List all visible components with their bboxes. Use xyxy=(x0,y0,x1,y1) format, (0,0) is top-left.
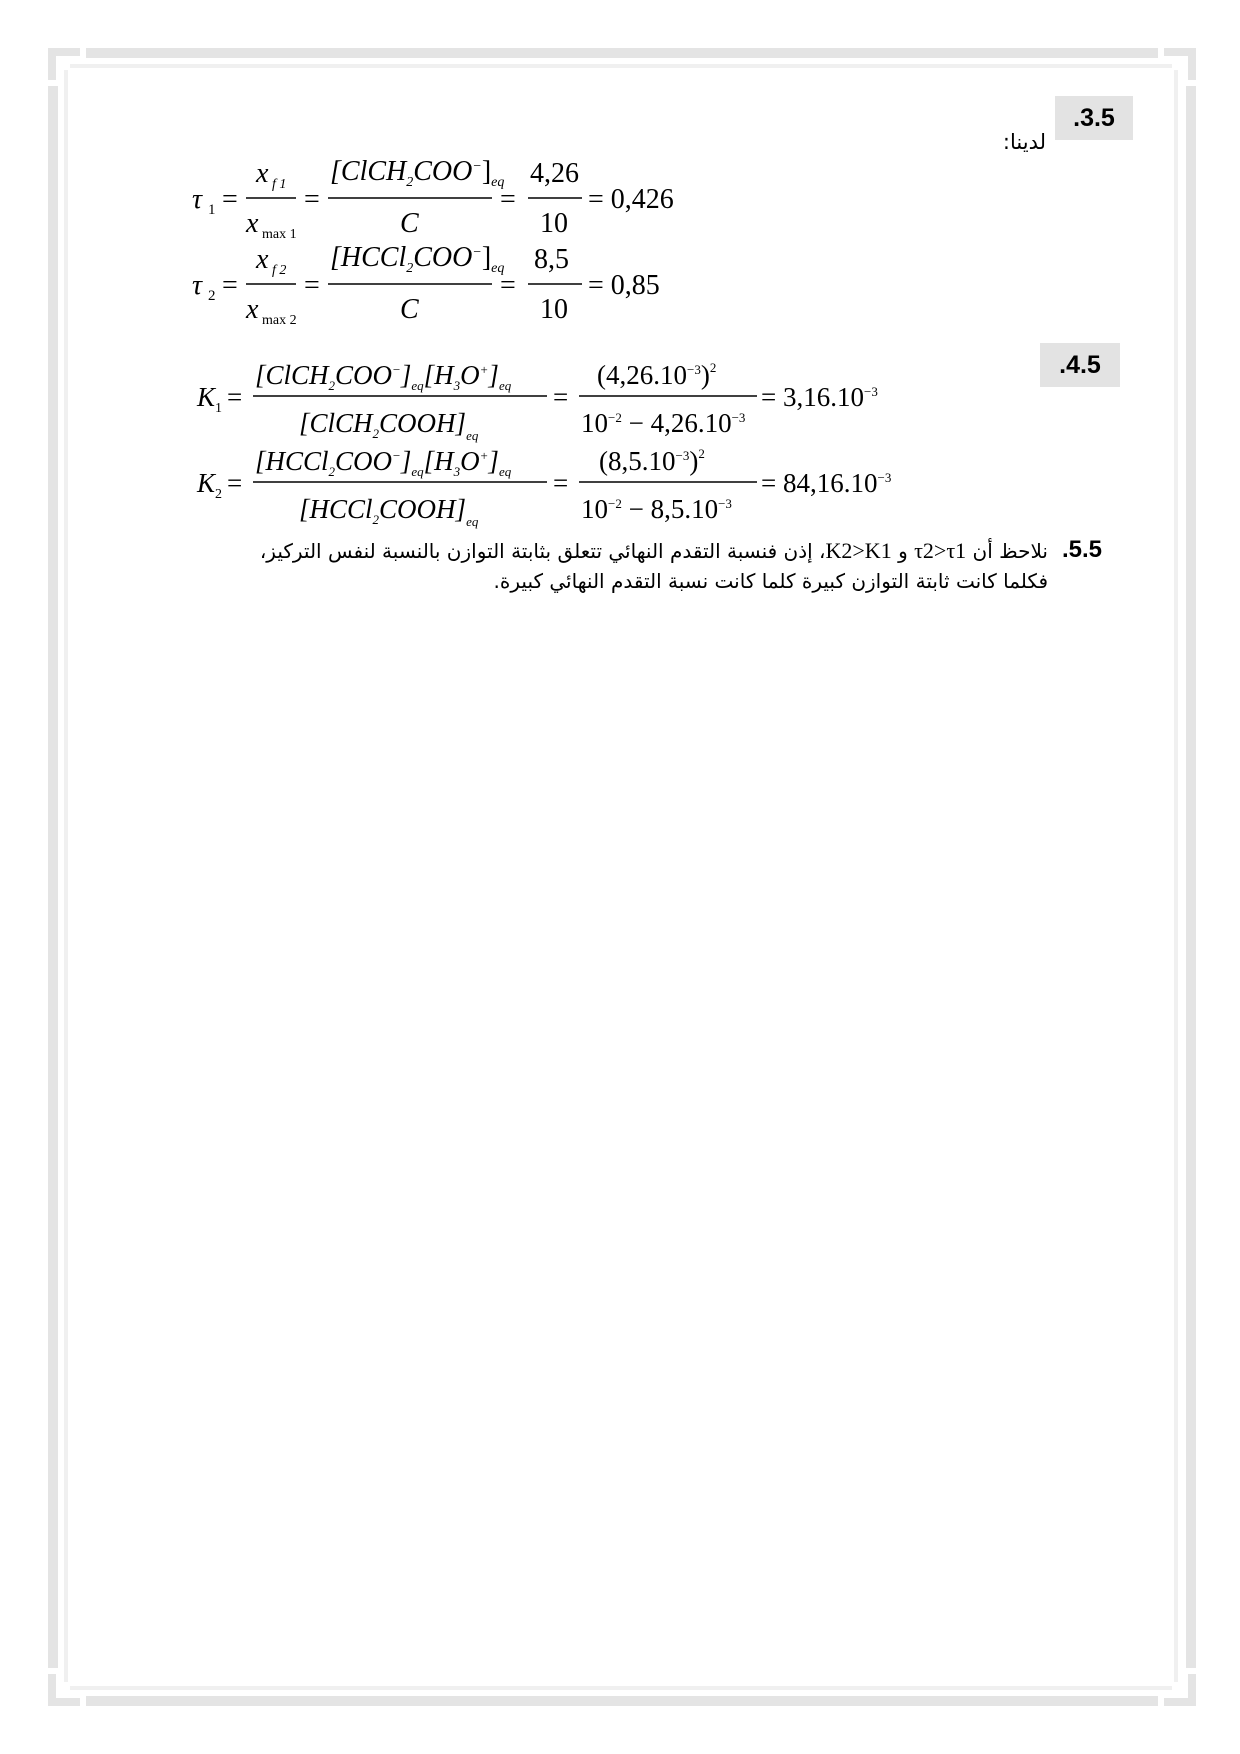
svg-text:=: = xyxy=(227,468,243,498)
conclusion-line-2: فكلما كانت ثابتة التوازن كبيرة كلما كانت نسبة التقدم النهائي كبيرة. xyxy=(493,569,1048,593)
eq-result: = 0,85 xyxy=(588,270,660,301)
eq-result: = 0,426 xyxy=(588,184,674,215)
svg-text:[ClCH2COO−]eq: $[ClCH_2COO^-]_{eq}$ xyxy=(330,156,505,190)
question-number-3-5: .3.5 xyxy=(1055,96,1133,140)
svg-text:[ClCH2COO−]eq[H3O+]eq: $[ClCH_2COO^-]_{eq}[H_3O^+]_{eq}$ xyxy=(255,360,512,393)
page-frame-left-inner xyxy=(64,70,68,1682)
svg-text:= 84,16.10−3: = $84,16.10^{-3}$ xyxy=(761,468,892,498)
page-frame-bottom-inner xyxy=(70,1686,1172,1690)
svg-text:=: = xyxy=(553,468,569,498)
equation-k1 xyxy=(195,360,915,452)
frac-den-sub: max 2 xyxy=(262,313,297,328)
svg-text:=: = xyxy=(500,184,516,215)
svg-text:=: = xyxy=(500,270,516,301)
page-frame-top xyxy=(86,48,1158,58)
tau-relation: τ2>τ1 xyxy=(914,538,967,563)
svg-text:=: = xyxy=(222,270,238,301)
frac-num: 4,26 xyxy=(530,158,579,189)
svg-text:[HCCl2COOH]eq: $[HCCl_2COOH]_{eq}$ xyxy=(299,494,479,529)
page-frame-left xyxy=(48,86,58,1668)
svg-text:10−2 − 4,26.10−3: $10^{-2} - 4,26.10^{-3}$ xyxy=(581,408,746,438)
svg-text:= 3,16.10−3: = $3,16.10^{-3}$ xyxy=(761,382,878,412)
svg-text:10−2 − 8,5.10−3: $10^{-2} - 8,5.10^{-3}$ xyxy=(581,494,732,524)
frac-den: x xyxy=(246,208,259,239)
svg-text:=: = xyxy=(222,184,238,215)
frac-num: 8,5 xyxy=(534,244,569,275)
frac-num: x xyxy=(256,244,269,275)
frac-den: C xyxy=(400,294,419,325)
eq-lhs-sub: 1 xyxy=(215,401,222,416)
svg-text:=: = xyxy=(227,382,243,412)
frac-den-sub: max 1 xyxy=(262,227,297,242)
page-frame-top-inner xyxy=(70,64,1172,68)
svg-text:=: = xyxy=(304,184,320,215)
k-relation: K2>K1 xyxy=(825,538,892,563)
eq-lhs: τ xyxy=(192,270,203,301)
intro-text: لدينا: xyxy=(1002,130,1046,154)
equation-tau1 xyxy=(190,156,750,248)
frac-num: x xyxy=(256,158,269,189)
frac-num-sub: f 1 xyxy=(272,177,287,192)
page-frame-corner xyxy=(48,1674,80,1706)
svg-text:[HCCl2COO−]eq[H3O+]eq: $[HCCl_2COO^-]_{eq}[H_3O^+]_{eq}$ xyxy=(255,446,512,479)
page-frame-right xyxy=(1186,86,1196,1668)
conclusion-text-a: نلاحظ أن xyxy=(972,539,1048,563)
page-frame-right-inner xyxy=(1174,70,1178,1682)
eq-lhs-sub: 1 xyxy=(208,202,216,218)
frac-num-sub: f 2 xyxy=(272,263,287,278)
eq-lhs: K xyxy=(197,468,216,498)
eq-lhs: K xyxy=(197,382,216,412)
question-number-4-5: .4.5 xyxy=(1040,343,1120,387)
conclusion-line-1 xyxy=(150,536,1048,566)
eq-lhs-sub: 2 xyxy=(208,288,216,304)
page-frame-corner xyxy=(1164,1674,1196,1706)
equation-tau2 xyxy=(190,242,750,334)
eq-lhs: τ xyxy=(192,184,203,215)
page-frame-bottom xyxy=(86,1696,1158,1706)
frac-den: x xyxy=(246,294,259,325)
frac-den: 10 xyxy=(540,294,568,325)
eq-lhs-sub: 2 xyxy=(215,487,222,502)
svg-text:=: = xyxy=(553,382,569,412)
equation-k2 xyxy=(195,446,915,538)
svg-text:(8,5.10−3)2: $(8,5.10^{-3})^2$ xyxy=(599,446,705,476)
frac-den: 10 xyxy=(540,208,568,239)
page-frame-corner xyxy=(48,48,80,80)
svg-text:[HCCl2COO−]eq: $[HCCl_2COO^-]_{eq}$ xyxy=(330,242,505,276)
and-word: و xyxy=(898,539,908,563)
question-number-5-5: .5.5 xyxy=(1062,536,1103,563)
svg-text:(4,26.10−3)2: $(4,26.10^{-3})^2$ xyxy=(597,360,717,390)
svg-text:=: = xyxy=(304,270,320,301)
frac-den: C xyxy=(400,208,419,239)
svg-text:[ClCH2COOH]eq: $[ClCH_2COOH]_{eq}$ xyxy=(299,408,479,443)
conclusion-text-b: ، إذن فنسبة التقدم النهائي تتعلق بثابتة التوازن بالنسبة لنفس التركيز، xyxy=(259,539,826,563)
page-frame-corner xyxy=(1164,48,1196,80)
